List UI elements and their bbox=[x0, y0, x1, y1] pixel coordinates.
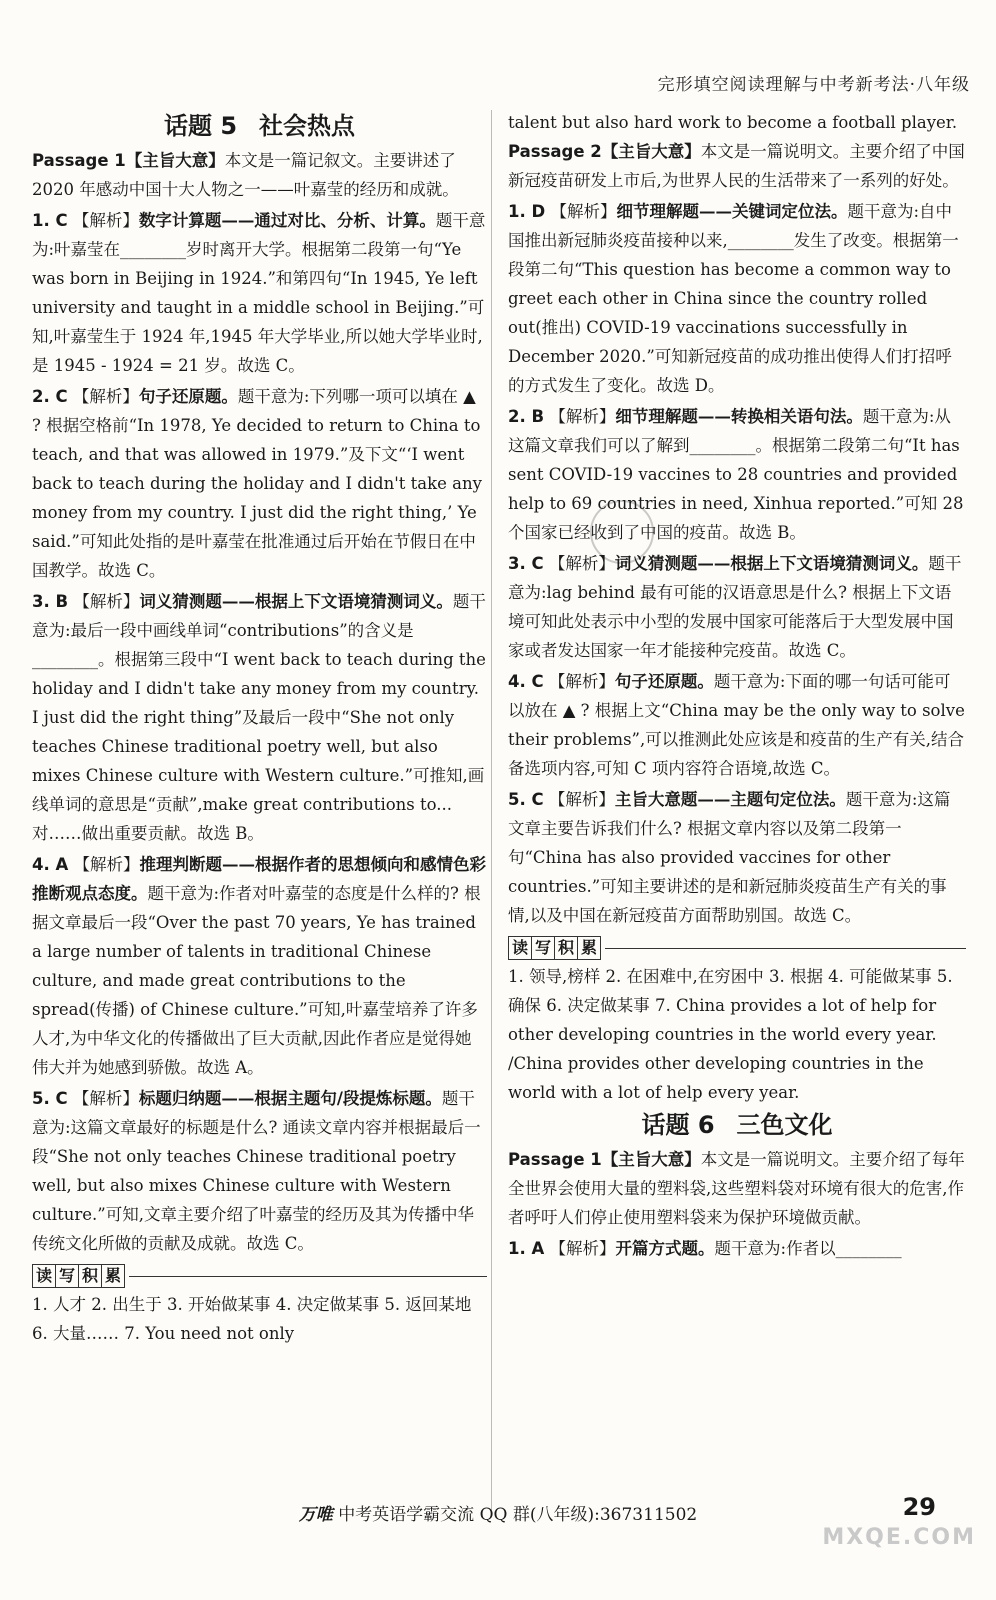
answer-item bbox=[508, 667, 966, 783]
vocab-box-char: 累 bbox=[105, 1266, 122, 1285]
vocab-box bbox=[32, 1264, 125, 1288]
vocab-text: 1. 人才 2. 出生于 3. 开始做某事 4. 决定做某事 5. 返回某地 6. 大量…… 7. You need not only bbox=[32, 1295, 472, 1343]
page-number: 29 bbox=[902, 1493, 936, 1521]
footer-text: 中考英语学霸交流 QQ 群(八年级):367311502 bbox=[338, 1505, 698, 1525]
answer-body: 题干意为:这篇文章最好的标题是什么? 通读文章内容并根据最后一段“She not only teaches Chinese traditional poetry well, but also mixes Chinese culture with Western culture.”可知,文章主要介绍了叶嘉莹的经历及其为传播中华传统文化所做的贡献及成就。故选 C。 bbox=[32, 1089, 481, 1253]
answer-tag: 【解析】 bbox=[550, 202, 617, 221]
answer-title: 开篇方式题。 bbox=[615, 1239, 715, 1258]
answer-head: 1. A bbox=[508, 1239, 545, 1258]
answer-head: 5. C bbox=[508, 790, 544, 809]
passage-text: 本文是一篇说明文。主要介绍了中国新冠疫苗研发上市后,为世界人民的生活带来了一系列的好处。 bbox=[508, 142, 965, 190]
right-column bbox=[508, 108, 966, 1265]
answer-tag: 【解析】 bbox=[549, 1239, 616, 1258]
answer-title: 句子还原题。 bbox=[614, 672, 714, 691]
vocab-text: 1. 领导,榜样 2. 在困难中,在穷困中 3. 根据 4. 可能做某事 5. 确保 6. 决定做某事 7. China provides a lot of help for other developing countries in the world every year. /China provides other developing countries in the world with a lot of help every year. bbox=[508, 967, 953, 1102]
answer-item bbox=[32, 587, 487, 848]
topic-name: 社会热点 bbox=[259, 112, 356, 140]
answer-item bbox=[32, 382, 487, 585]
page-footer bbox=[0, 1500, 996, 1525]
left-column bbox=[32, 108, 487, 1348]
answer-title: 词义猜测题——根据上下文语境猜测词义。 bbox=[614, 554, 929, 573]
answer-tag: 【解析】 bbox=[73, 855, 140, 874]
answer-body: 题干意为:下列哪一项可以填在 ▲ ? 根据空格前“In 1978, Ye decided to return to China to teach, and that was allowed in 1979.”及下文“‘I went back to teach during the holiday and I didn't take any money from my country. I just did the right thing,’ Ye said.”可知此处指的是叶嘉莹在批准通过后开始在节假日在中国教学。故选 C。 bbox=[32, 387, 482, 580]
brand-logo: 万唯 bbox=[298, 1505, 333, 1525]
answer-body: 题干意为:从这篇文章我们可以了解到________。根据第二段第二句“It has sent COVID-19 vaccines to 28 countries and provided help to 69 countries in need, Xinhua reported.”可知 28 个国家已经收到了中国的疫苗。故选 B。 bbox=[508, 407, 964, 542]
vocab-rule bbox=[129, 1276, 487, 1277]
answer-item bbox=[508, 1234, 966, 1263]
answer-head: 2. B bbox=[508, 407, 545, 426]
answer-tag: 【解析】 bbox=[72, 1089, 139, 1108]
answer-item bbox=[32, 850, 487, 1082]
answer-head: 5. C bbox=[32, 1089, 68, 1108]
answer-body: 题干意为:下面的哪一句话可能可以放在 ▲ ? 根据上文“China may be the only way to solve their problems”,可以推测此处应该是和疫苗的生产有关,结合备选项内容,可知 C 项内容符合语境,故选 C。 bbox=[508, 672, 965, 778]
answer-head: 1. D bbox=[508, 202, 546, 221]
answer-body: 题干意为:这篇文章主要告诉我们什么? 根据文章内容以及第二段第一句“China has also provided vaccines for other countries.”可知主要讲述的是和新冠肺炎疫苗生产有关的事情,以及中国在新冠疫苗方面帮助别国。故选 C。 bbox=[508, 790, 951, 925]
passage-label: Passage 1【主旨大意】 bbox=[508, 1150, 701, 1169]
answer-tag: 【解析】 bbox=[548, 672, 615, 691]
vocab-box-char: 积 bbox=[79, 1265, 102, 1287]
answer-tag: 【解析】 bbox=[72, 211, 139, 230]
answer-tag: 【解析】 bbox=[73, 592, 140, 611]
answer-title: 主旨大意题——主题句定位法。 bbox=[614, 790, 846, 809]
vocab-box-char: 积 bbox=[555, 937, 578, 959]
answer-title: 细节理解题——转换相关语句法。 bbox=[615, 407, 863, 426]
answer-item bbox=[508, 197, 966, 400]
answer-head: 3. B bbox=[32, 592, 69, 611]
answer-title: 细节理解题——关键词定位法。 bbox=[616, 202, 848, 221]
passage-text: 本文是一篇记叙文。主要讲述了 2020 年感动中国十大人物之一——叶嘉莹的经历和成就。 bbox=[32, 151, 459, 199]
answer-title: 词义猜测题——根据上下文语境猜测词义。 bbox=[139, 592, 453, 611]
topic-name: 三色文化 bbox=[736, 1111, 833, 1139]
answer-item bbox=[32, 206, 487, 380]
passage-summary bbox=[508, 137, 966, 195]
vocab-box bbox=[508, 936, 601, 960]
continued-text: talent but also hard work to become a football player. bbox=[508, 113, 958, 132]
answer-head: 4. A bbox=[32, 855, 69, 874]
vocab-box-char: 累 bbox=[581, 938, 598, 957]
vocab-rule bbox=[605, 948, 966, 949]
passage-summary bbox=[508, 1145, 966, 1232]
answer-tag: 【解析】 bbox=[548, 554, 615, 573]
answer-body: 题干意为:作者以________ bbox=[714, 1239, 902, 1258]
answer-body: 题干意为:叶嘉莹在________岁时离开大学。根据第二段第一句“Ye was born in Beijing in 1924.”和第四句“In 1945, Ye left university and taught in a middle school in Beijing.”可知,叶嘉莹生于 1924 年,1945 年大学毕业,所以她大学毕业时,是 1945 - 1924 = 21 岁。故选 C。 bbox=[32, 211, 486, 375]
answer-item bbox=[508, 549, 966, 665]
vocab-box-char: 写 bbox=[532, 937, 555, 959]
answer-title: 推理判断题——根据作者的思想倾向和感情色彩推断观点态度。 bbox=[32, 855, 487, 903]
topic-title bbox=[508, 1107, 966, 1143]
answer-tag: 【解析】 bbox=[548, 790, 615, 809]
answer-body: 题干意为:作者对叶嘉莹的态度是什么样的? 根据文章最后一段“Over the past 70 years, Ye has trained a large number of talents in traditional Chinese culture, and made great contributions to the spread(传播) of Chinese culture.”可知,叶嘉莹培养了许多人才,为中华文化的传播做出了巨大贡献,因此作者应是觉得她伟大并为她感到骄傲。故选 A。 bbox=[32, 884, 481, 1077]
passage-label: Passage 1【主旨大意】 bbox=[32, 151, 225, 170]
vocab-header bbox=[508, 936, 966, 960]
answer-head: 4. C bbox=[508, 672, 544, 691]
answer-body: 题干意为:自中国推出新冠肺炎疫苗接种以来,________发生了改变。根据第一段第二句“This question has become a common way to greet each other in China since the country rolled out(推出) COVID-19 vaccinations successfully in December 2020.”可知新冠疫苗的成功推出使得人们打招呼的方式发生了变化。故选 D。 bbox=[508, 202, 959, 395]
vocab-box-char: 读 bbox=[509, 937, 532, 959]
answer-tag: 【解析】 bbox=[549, 407, 616, 426]
answer-body: 题干意为:最后一段中画线单词“contributions”的含义是________。根据第三段中“I went back to teach during the holiday and I didn't take any money from my country. I just did the right thing”及最后一段中“She not only teaches Chinese traditional poetry well, but also mixes Chinese culture with Western culture.”可推知,画线单词的意思是“贡献”,make great contributions to...对……做出重要贡献。故选 B。 bbox=[32, 592, 486, 843]
vocab-box-char: 读 bbox=[33, 1265, 56, 1287]
topic-title bbox=[32, 108, 487, 144]
answer-title: 标题归纳题——根据主题句/段提炼标题。 bbox=[138, 1089, 442, 1108]
passage-label: Passage 2【主旨大意】 bbox=[508, 142, 701, 161]
topic-label: 话题 5 bbox=[163, 112, 238, 140]
watermark: MXQE.COM bbox=[822, 1525, 976, 1550]
answer-title: 句子还原题。 bbox=[138, 387, 238, 406]
answer-item bbox=[32, 1084, 487, 1258]
answer-item bbox=[508, 402, 966, 547]
passage-summary bbox=[32, 146, 487, 204]
answer-head: 1. C bbox=[32, 211, 68, 230]
answer-body: 题干意为:lag behind 最有可能的汉语意思是什么? 根据上下文语境可知此处表示中小型的发展中国家可能落后于大型发展中国家或者发达国家一年才能接种完疫苗。故选 C。 bbox=[508, 554, 962, 660]
passage-text: 本文是一篇说明文。主要介绍了每年全世界会使用大量的塑料袋,这些塑料袋对环境有很大的危害,作者呼吁人们停止使用塑料袋来为保护环境做贡献。 bbox=[508, 1150, 965, 1227]
answer-item bbox=[508, 785, 966, 930]
answer-head: 2. C bbox=[32, 387, 68, 406]
vocab-header bbox=[32, 1264, 487, 1288]
answer-title: 数字计算题——通过对比、分析、计算。 bbox=[138, 211, 436, 230]
answer-head: 3. C bbox=[508, 554, 544, 573]
vocab-box-char: 写 bbox=[56, 1265, 79, 1287]
topic-label: 话题 6 bbox=[641, 1111, 715, 1139]
running-header: 完形填空阅读理解与中考新考法·八年级 bbox=[657, 75, 970, 95]
column-divider bbox=[491, 110, 492, 1510]
answer-tag: 【解析】 bbox=[72, 387, 139, 406]
